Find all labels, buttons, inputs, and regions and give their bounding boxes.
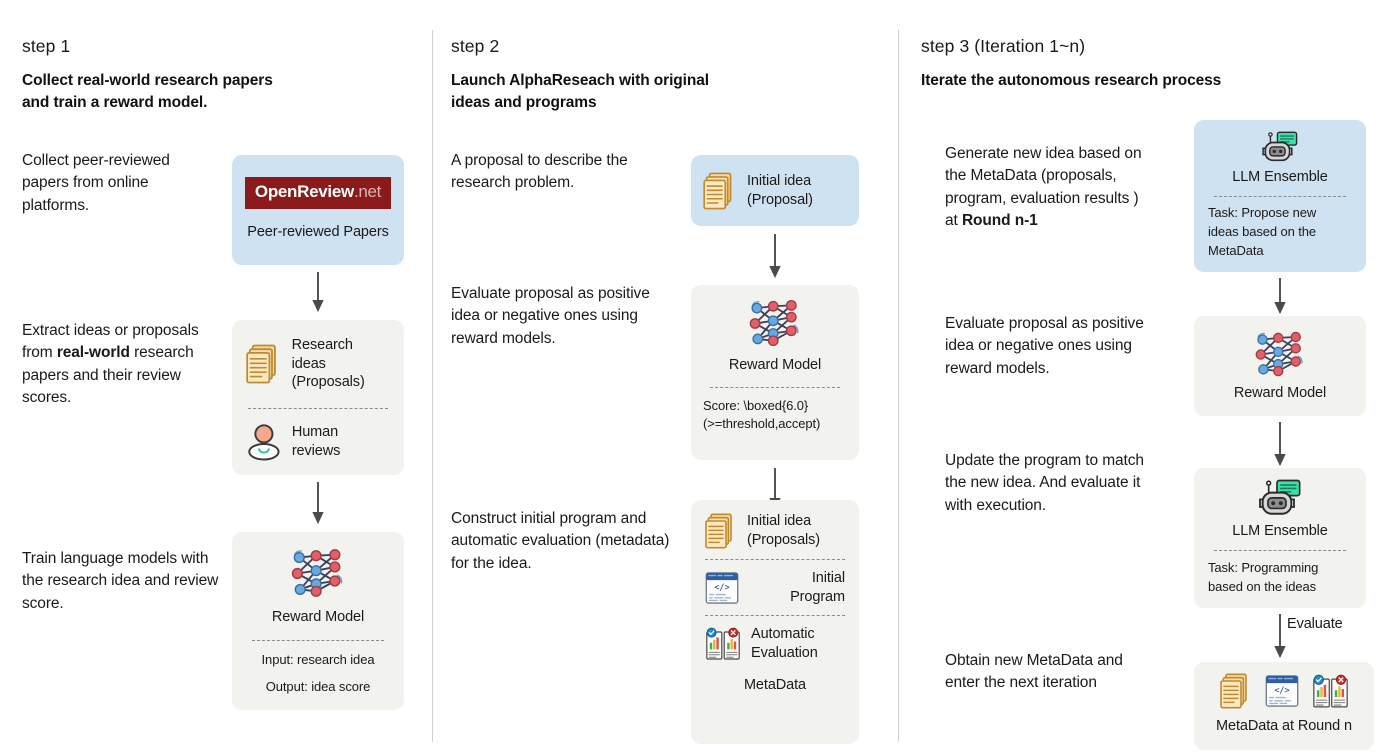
step-3-desc-4: Obtain new MetaData and enter the next iteration [945,652,1123,692]
metadata-footer: MetaData [743,677,807,694]
human-reviews-label: Human reviews [291,424,341,459]
reward-model-card-step3 [1194,316,1366,416]
step-2-title-line1: Launch AlphaReseach with original [451,72,709,89]
reward-score-line: Score: \boxed{6.0} [703,397,809,413]
step-3-desc-3: Update the program to match the new idea. And evaluate it with execution. [945,452,1144,514]
metadata-card [691,500,859,744]
documents-icon [1220,673,1252,709]
metadata-row-idea [705,512,845,549]
reward-model-title: Reward Model [1233,384,1327,401]
step-2-desc-3: Construct initial program and automatic evaluation (metadata) for the idea. [451,510,670,572]
metadata-round-footer: MetaData at Round n [1216,718,1352,734]
research-ideas-card [232,320,404,475]
documents-icon [703,172,737,210]
evaluation-reports-icon [1312,674,1349,709]
step-2-title-line2: ideas and programs [451,94,597,111]
arrow-label-evaluate: Evaluate [1287,616,1343,632]
step-3-column [899,0,1384,752]
reward-model-title: Reward Model [271,609,365,625]
arrow-3-1 [1270,276,1290,318]
reward-threshold-line: (>=threshold,accept) [703,416,821,432]
step-1-title-line2: and train a reward model. [22,94,208,111]
openreview-logo [245,177,391,209]
llm-ensemble-card-propose [1194,120,1366,272]
card-dashed-separator [705,615,845,616]
neural-network-icon [288,546,348,601]
step-1-desc-1: Collect peer-reviewed papers from online platforms. [22,152,170,214]
step-1-label: step 1 [22,36,71,56]
code-window-icon [1265,674,1299,708]
step-3-desc-2: Evaluate proposal as positive idea or negative ones using reward models. [945,315,1144,377]
robot-icon [1256,131,1304,163]
card-dashed-separator [248,408,388,409]
step-1-desc-2: Extract ideas or proposals from real-world research papers and their review scores. [22,322,199,407]
reward-model-input-line: Input: research idea [261,651,375,667]
metadata-idea-label [747,512,820,549]
code-window-icon [705,571,739,605]
metadata-idea-label-line1: Initial idea [747,513,812,529]
llm-ensemble-title: LLM Ensemble [1232,522,1328,539]
initial-idea-label-line1: Initial idea [747,172,812,189]
card-dashed-separator [1214,196,1346,197]
human-reviews-row [246,423,390,461]
metadata-eval-label-line2: Evaluation [751,644,818,661]
step-1-desc-3: Train language models with the research idea and review score. [22,550,219,612]
reward-model-card-step1 [232,532,404,710]
robot-icon [1257,479,1303,517]
reward-model-title: Reward Model [728,357,822,373]
step-3-title: Iterate the autonomous research process [921,72,1222,89]
metadata-round-card [1194,662,1374,750]
card-dashed-separator [710,387,840,388]
openreview-card [232,155,404,265]
metadata-program-label [749,569,845,606]
step-1-column [0,0,432,752]
step-1-title-line1: Collect real-world research papers [22,72,273,89]
llm-task-line3: MetaData [1208,243,1264,259]
card-dashed-separator [252,640,384,641]
reward-model-card-step2 [691,285,859,460]
llm-task-line1: Task: Propose new [1208,205,1317,221]
initial-idea-label-line2: (Proposal) [747,191,813,208]
research-ideas-label-line1: Research ideas [291,337,353,372]
step-1-title [22,70,352,114]
step-2-column [433,0,898,752]
card-dashed-separator [1214,550,1346,551]
research-ideas-label [292,336,390,392]
openreview-logo-suffix: .net [353,182,382,202]
step-2-title [451,70,781,114]
card-dashed-separator [705,559,845,560]
research-ideas-row [246,336,390,392]
evaluation-reports-icon [705,627,741,661]
step-3-desc-1: Generate new idea based on the MetaData (proposals, program, evaluation results ) at Round n-1 [945,145,1142,230]
step-2-desc-2: Evaluate proposal as positive idea or negative ones using reward models. [451,285,650,347]
llm-ensemble-title: LLM Ensemble [1232,168,1328,185]
arrow-1-2 [308,480,328,528]
initial-idea-card [691,155,859,226]
openreview-caption: Peer-reviewed Papers [247,224,389,241]
step-3-label: step 3 (Iteration 1~n) [921,36,1086,56]
neural-network-icon [1252,329,1308,380]
arrow-2-1 [765,232,785,282]
llm-ensemble-card-program [1194,468,1366,608]
neural-network-icon [746,297,804,350]
initial-idea-row [703,172,813,210]
llm-task-line2: based on the ideas [1208,579,1317,595]
llm-task-line2: ideas based on the [1208,224,1317,240]
arrow-3-2 [1270,420,1290,470]
metadata-program-label-line1: Initial [811,570,845,587]
initial-idea-label [747,172,813,209]
metadata-row-eval [705,625,845,662]
metadata-eval-label [751,625,818,662]
reward-model-output-line: Output: idea score [265,679,371,695]
metadata-row-program [705,569,845,606]
step-2-label: step 2 [451,36,500,56]
documents-icon [246,344,282,384]
llm-task-line1: Task: Programming [1208,560,1319,576]
research-ideas-label-line2: (Proposals) [291,374,365,391]
person-icon [246,423,282,461]
openreview-logo-main: OpenReview [254,182,354,202]
metadata-eval-label-line1: Automatic [751,626,815,643]
metadata-program-label-line2: Program [790,588,845,605]
metadata-round-icons [1220,673,1349,709]
step-2-desc-1: A proposal to describe the research problem. [451,152,628,192]
documents-icon [705,513,737,549]
metadata-idea-label-line2: (Proposals) [747,531,821,548]
arrow-1-1 [308,270,328,316]
